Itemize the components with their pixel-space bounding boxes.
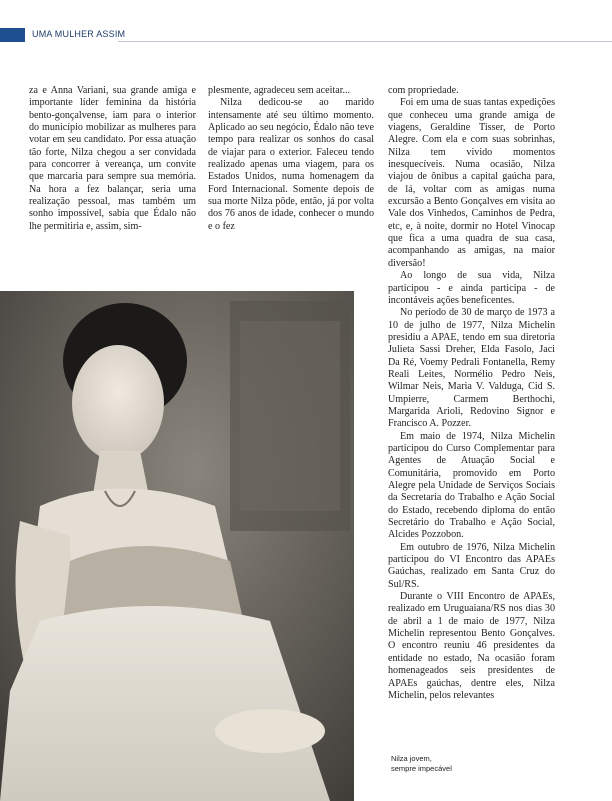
portrait-illustration bbox=[0, 291, 354, 801]
paragraph: com propriedade. bbox=[388, 85, 459, 96]
section-title: UMA MULHER ASSIM bbox=[32, 29, 126, 39]
text-column-2 bbox=[208, 85, 374, 233]
caption-line: sempre impecável bbox=[391, 763, 452, 773]
paragraph: Foi em uma de suas tantas expedições que conheceu uma grande amiga de viagens, Geraldine Tisser, de Porto Alegre. Com ela e com suas sobrinhas, Nilza tem vivido momentos inesquecíveis. Numa ocasião, Nilza viajou de ônibus a capital gaúcha para, de lá, voltar com as amigas numa excursão a Bento Gonçalves em visita ao Vale dos Vinhedos, Caminhos de Pedra, etc, e, à noite, dormir no Hotel Vinocap que fica a uma quadra de sua casa, acompanhando as amigas, na maior diversão! bbox=[388, 97, 555, 269]
text-column-3 bbox=[388, 85, 555, 702]
paragraph: Em outubro de 1976, Nilza Michelin participou do VI Encontro das APAEs Gaúchas, realizado em Santa Cruz do Sul/RS. bbox=[388, 541, 555, 590]
header-rule bbox=[118, 41, 612, 42]
paragraph: Ao longo de sua vida, Nilza participou - e ainda participa - de incontáveis ações beneficentes. bbox=[388, 270, 555, 306]
paragraph: Durante o VIII Encontro de APAEs, realizado em Uruguaiana/RS nos dias 30 de abril a 1 de maio de 1977, Nilza Michelin representou Bento Gonçalves. O encontro reuniu 46 presidentes da entidade no estado, Na ocasião foram homenageados seis presidentes de APAEs gaúchas, dentre eles, Nilza Michelin, pelos relevantes bbox=[388, 591, 555, 701]
paragraph: No período de 30 de março de 1973 a 10 de julho de 1977, Nilza Michelin presidiu a APAE, tendo em sua diretoria Julieta Sassi Dreher, Elda Fasolo, Jaci Da Ré, Voemy Pedrali Fontanella, Remy Reali Leites, Normélio Pedro Neis, Wilmar Neis, Maria V. Valduga, Cid S. Umpierre, Carmem Berthochi, Margarida Arioli, Redovino Signor e Francisco A. Pozzer. bbox=[388, 307, 555, 430]
paragraph: plesmente, agradeceu sem aceitar... bbox=[208, 85, 351, 96]
paragraph: Nilza dedicou-se ao marido intensamente até seu último momento. Aplicado ao seu negócio, Édalo não teve tempo para realizar os sonhos do casal de viajar para o exterior. Faleceu tendo realizado apenas uma viagem, para os Estados Unidos, numa homenagem da Ford Internacional. Somente depois de sua morte Nilza pôde, então, já por volta dos 76 anos de idade, conhecer o mundo e o fez bbox=[208, 97, 374, 232]
paragraph: Em maio de 1974, Nilza Michelin participou do Curso Complementar para Agentes de Atuação Social e Comunitária, promovido em Porto Alegre pela Unidade de Serviços Sociais da Secretaria do Trabalho e Ação Social do Estado, recebendo diploma do então Secretário do Trabalho e Ação Social, Alcides Pozzobon. bbox=[388, 430, 555, 541]
photo-caption bbox=[391, 754, 452, 773]
text-column-1 bbox=[29, 85, 196, 233]
header-accent-bar bbox=[0, 28, 25, 42]
portrait-photo bbox=[0, 291, 354, 801]
caption-line: Nilza jovem, bbox=[391, 754, 432, 763]
paragraph: za e Anna Variani, sua grande amiga e importante líder feminina da história bento-gonçalvense, iam para o interior do município mobilizar as mulheres para votar em seu candidato. Por essa atuação tão forte, Nilza chegou a ser convidada para concorrer à vereança, um convite que marcaria para sempre sua memória. Na hora a fez balançar, seria uma realização pessoal, mas também um sonho impossível, sabia que Édalo não lhe permitiria e, assim, sim- bbox=[29, 85, 196, 232]
running-header bbox=[0, 28, 612, 42]
